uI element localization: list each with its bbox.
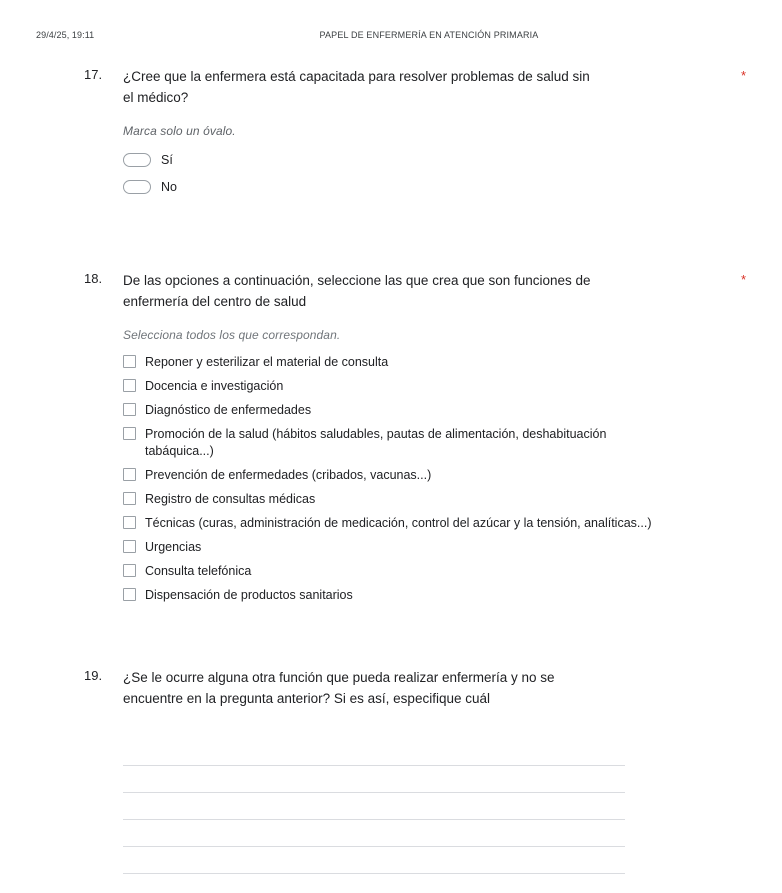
question-19-text: ¿Se le ocurre alguna otra función que pueda realizar enfermería y no se encuentre en la pregunta anterior? Si es así, especifique cuál	[123, 670, 555, 706]
question-19-answer-area[interactable]	[123, 739, 746, 874]
question-17-text: ¿Cree que la enfermera está capacitada para resolver problemas de salud sin el médico?	[123, 69, 590, 105]
header-title: PAPEL DE ENFERMERÍA EN ATENCIÓN PRIMARIA	[319, 30, 539, 40]
checkbox-option[interactable]	[123, 426, 746, 460]
answer-line[interactable]	[123, 820, 625, 847]
radio-oval-icon[interactable]	[123, 180, 151, 194]
header-date: 29/4/25, 19:11	[36, 30, 95, 40]
question-17-body	[123, 66, 746, 206]
checkbox-icon[interactable]	[123, 403, 136, 416]
checkbox-option[interactable]	[123, 539, 746, 556]
checkbox-option-label: Técnicas (curas, administración de medicación, control del azúcar y la tensión, analíticas...)	[145, 516, 652, 530]
checkbox-icon[interactable]	[123, 492, 136, 505]
checkbox-option-label: Registro de consultas médicas	[145, 492, 316, 506]
radio-option-si[interactable]	[123, 152, 746, 168]
question-19	[0, 667, 782, 874]
checkbox-option-label: Dispensación de productos sanitarios	[145, 588, 353, 602]
checkbox-option[interactable]	[123, 467, 746, 484]
question-17	[0, 66, 782, 206]
radio-option-label: Sí	[161, 153, 173, 167]
checkbox-icon[interactable]	[123, 427, 136, 440]
checkbox-option[interactable]	[123, 402, 746, 419]
checkbox-option-label: Consulta telefónica	[145, 564, 252, 578]
radio-option-no[interactable]	[123, 179, 746, 195]
checkbox-option[interactable]	[123, 587, 746, 604]
question-18-body	[123, 270, 746, 611]
answer-line[interactable]	[123, 793, 625, 820]
checkbox-option-label: Urgencias	[145, 540, 202, 554]
checkbox-icon[interactable]	[123, 564, 136, 577]
question-17-required-marker: *	[740, 68, 746, 83]
answer-line[interactable]	[123, 739, 625, 766]
checkbox-option-label: Diagnóstico de enfermedades	[145, 403, 312, 417]
checkbox-option[interactable]	[123, 563, 746, 580]
question-17-options	[123, 152, 746, 195]
checkbox-option-label: Prevención de enfermedades (cribados, vacunas...)	[145, 468, 432, 482]
question-17-number: 17.	[84, 67, 103, 82]
checkbox-icon[interactable]	[123, 468, 136, 481]
checkbox-icon[interactable]	[123, 540, 136, 553]
checkbox-option-label: Docencia e investigación	[145, 379, 284, 393]
question-18	[0, 270, 782, 611]
radio-oval-icon[interactable]	[123, 153, 151, 167]
radio-option-label: No	[161, 180, 177, 194]
question-18-text: De las opciones a continuación, seleccione las que crea que son funciones de enfermería del centro de salud	[123, 273, 591, 309]
question-17-help: Marca solo un óvalo.	[123, 124, 236, 138]
checkbox-option-label: Promoción de la salud (hábitos saludables, pautas de alimentación, deshabituación tabáquica...)	[145, 427, 607, 458]
checkbox-icon[interactable]	[123, 516, 136, 529]
checkbox-option[interactable]	[123, 491, 746, 508]
answer-line[interactable]	[123, 847, 625, 874]
answer-line[interactable]	[123, 766, 625, 793]
page-header	[0, 0, 782, 40]
question-18-help: Selecciona todos los que correspondan.	[123, 328, 341, 342]
checkbox-option-label: Reponer y esterilizar el material de consulta	[145, 355, 389, 369]
question-19-body	[123, 667, 746, 874]
checkbox-icon[interactable]	[123, 355, 136, 368]
question-18-number: 18.	[84, 271, 103, 286]
checkbox-option[interactable]	[123, 515, 746, 532]
checkbox-icon[interactable]	[123, 588, 136, 601]
checkbox-option[interactable]	[123, 378, 746, 395]
question-19-number: 19.	[84, 668, 103, 683]
question-18-required-marker: *	[740, 272, 746, 287]
checkbox-option[interactable]	[123, 354, 746, 371]
question-18-options	[123, 354, 746, 604]
checkbox-icon[interactable]	[123, 379, 136, 392]
